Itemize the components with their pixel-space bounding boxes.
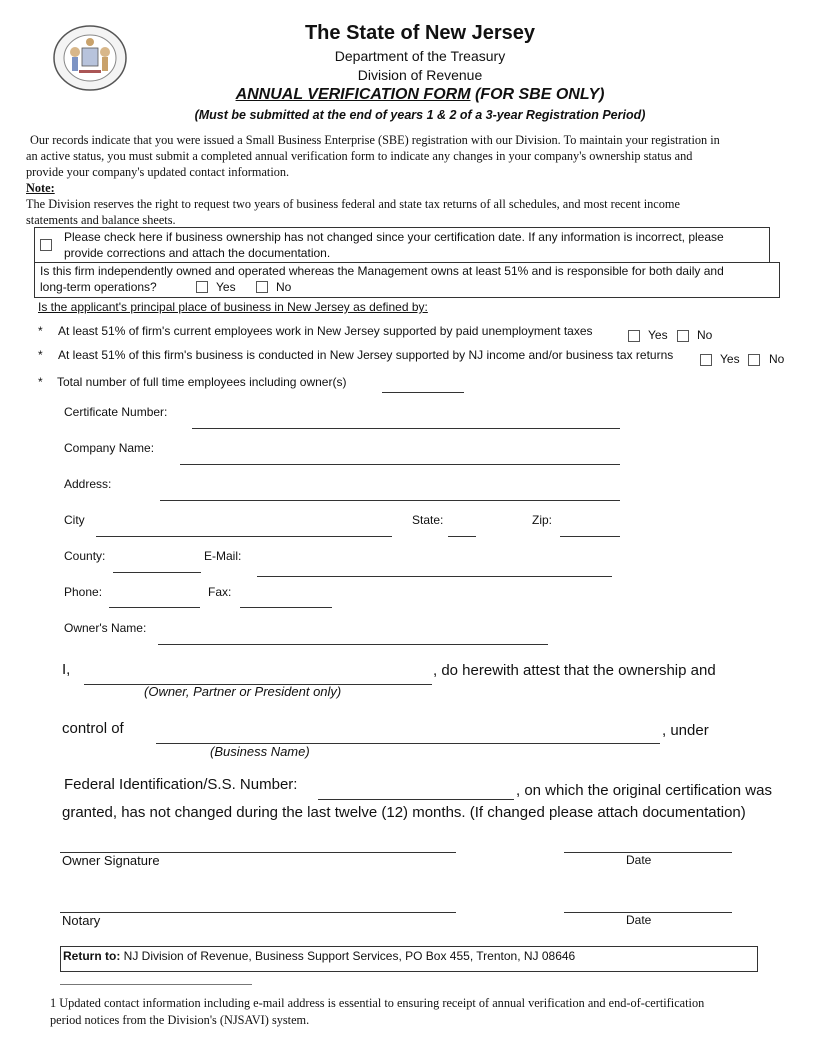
employees-nj-no-checkbox[interactable] [677, 330, 689, 342]
state-label: State: [412, 513, 444, 527]
state-title: The State of New Jersey [304, 22, 536, 44]
principal-item-1: At least 51% of firm's current employees work in New Jersey supported by paid unemployment taxes [58, 324, 593, 338]
county-field[interactable] [113, 572, 201, 573]
employees-nj-no-label: No [697, 328, 713, 342]
notary-field[interactable] [60, 912, 456, 913]
division-name: Division of Revenue [357, 67, 483, 83]
form-title-main: ANNUAL VERIFICATION FORM [235, 86, 471, 103]
certificate-label: Certificate Number: [64, 405, 168, 419]
bullet-3: * [38, 375, 43, 389]
footnote-line-1: 1 Updated contact information including e-mail address is essential to ensuring receipt of annual verification and end-of-certification [50, 996, 705, 1010]
principal-item-2: At least 51% of this firm's business is conducted in New Jersey supported by NJ income and/or business tax returns [58, 348, 674, 362]
address-label: Address: [64, 477, 112, 491]
form-title [0, 86, 816, 104]
independent-line-1: Is this firm independently owned and operated whereas the Management owns at least 51% and is responsible for both daily and [40, 264, 724, 278]
note-line-2: statements and balance sheets. [26, 213, 176, 227]
business-nj-yes-checkbox[interactable] [700, 354, 712, 366]
owner-name-label: Owner's Name: [64, 621, 147, 635]
form-subtitle: (Must be submitted at the end of years 1 & 2 of a 3-year Registration Period) [194, 108, 646, 122]
intro-line-1: Our records indicate that you were issued a Small Business Enterprise (SBE) registration with our Division. To maintain your registration in [30, 133, 720, 147]
intro-line-3: provide your company's updated contact information. [26, 165, 290, 179]
fein-label: Federal Identification/S.S. Number: [64, 776, 298, 793]
fein-field[interactable] [318, 799, 514, 800]
employees-nj-yes-label: Yes [648, 328, 668, 342]
independent-yes-checkbox[interactable] [196, 281, 208, 293]
independent-line-2: long-term operations? [40, 280, 157, 294]
business-hint: (Business Name) [210, 744, 310, 759]
business-nj-no-label: No [769, 352, 785, 366]
note-line-1: The Division reserves the right to request two years of business federal and state tax returns of all schedules, and most recent income [26, 197, 680, 211]
bullet-2: * [38, 348, 43, 362]
date-label-2: Date [626, 913, 652, 927]
independent-no-checkbox[interactable] [256, 281, 268, 293]
granted-text: granted, has not changed during the last twelve (12) months. (If changed please attach documentation) [62, 804, 746, 821]
control-of-label: control of [62, 720, 124, 737]
state-field[interactable] [448, 536, 476, 537]
bullet-1: * [38, 324, 43, 338]
employees-nj-yes-checkbox[interactable] [628, 330, 640, 342]
footnote-line-2: period notices from the Division's (NJSAVI) system. [50, 1013, 310, 1027]
principal-item-3: Total number of full time employees including owner(s) [57, 375, 347, 389]
return-label: Return to: [63, 949, 121, 963]
zip-label: Zip: [532, 513, 553, 527]
owner-name-field[interactable] [158, 644, 548, 645]
principal-heading: Is the applicant's principal place of business in New Jersey as defined by: [38, 300, 428, 314]
independent-yes-label: Yes [216, 280, 236, 294]
ownership-unchanged-checkbox[interactable] [40, 239, 52, 251]
email-label: E-Mail: [204, 549, 242, 563]
phone-label: Phone: [64, 585, 103, 599]
form-title-suffix: (FOR SBE ONLY) [470, 86, 605, 103]
ownership-line-1: Please check here if business ownership has not changed since your certification date. If any information is incorrect, please [64, 230, 724, 244]
attest-text: , do herewith attest that the ownership and [433, 662, 716, 679]
intro-line-2: an active status, you must submit a completed annual verification form to indicate any changes in your company's ownership status and [26, 149, 693, 163]
ownership-line-2: provide corrections and attach the documentation. [64, 246, 331, 260]
city-label: City [64, 513, 85, 527]
certificate-field[interactable] [192, 428, 620, 429]
business-nj-yes-label: Yes [720, 352, 740, 366]
city-field[interactable] [96, 536, 392, 537]
under-label: , under [662, 722, 709, 739]
owner-signature-label: Owner Signature [62, 853, 160, 868]
company-field[interactable] [180, 464, 620, 465]
fein-tail: , on which the original certification was [516, 782, 772, 799]
date-label-1: Date [626, 853, 652, 867]
phone-field[interactable] [109, 607, 200, 608]
return-address: NJ Division of Revenue, Business Support Services, PO Box 455, Trenton, NJ 08646 [120, 949, 576, 963]
fax-label: Fax: [208, 585, 232, 599]
notary-label: Notary [62, 913, 101, 928]
employee-count-field[interactable] [382, 392, 464, 393]
fax-field[interactable] [240, 607, 332, 608]
address-field[interactable] [160, 500, 620, 501]
owner-hint: (Owner, Partner or President only) [144, 684, 342, 699]
footnote-divider [60, 984, 252, 985]
department-name: Department of the Treasury [334, 48, 506, 64]
zip-field[interactable] [560, 536, 620, 537]
email-field[interactable] [257, 576, 612, 577]
independent-no-label: No [276, 280, 292, 294]
attest-i: I, [62, 661, 71, 678]
company-label: Company Name: [64, 441, 155, 455]
note-label: Note: [26, 181, 55, 195]
return-text [63, 949, 575, 963]
county-label: County: [64, 549, 106, 563]
business-nj-no-checkbox[interactable] [748, 354, 760, 366]
